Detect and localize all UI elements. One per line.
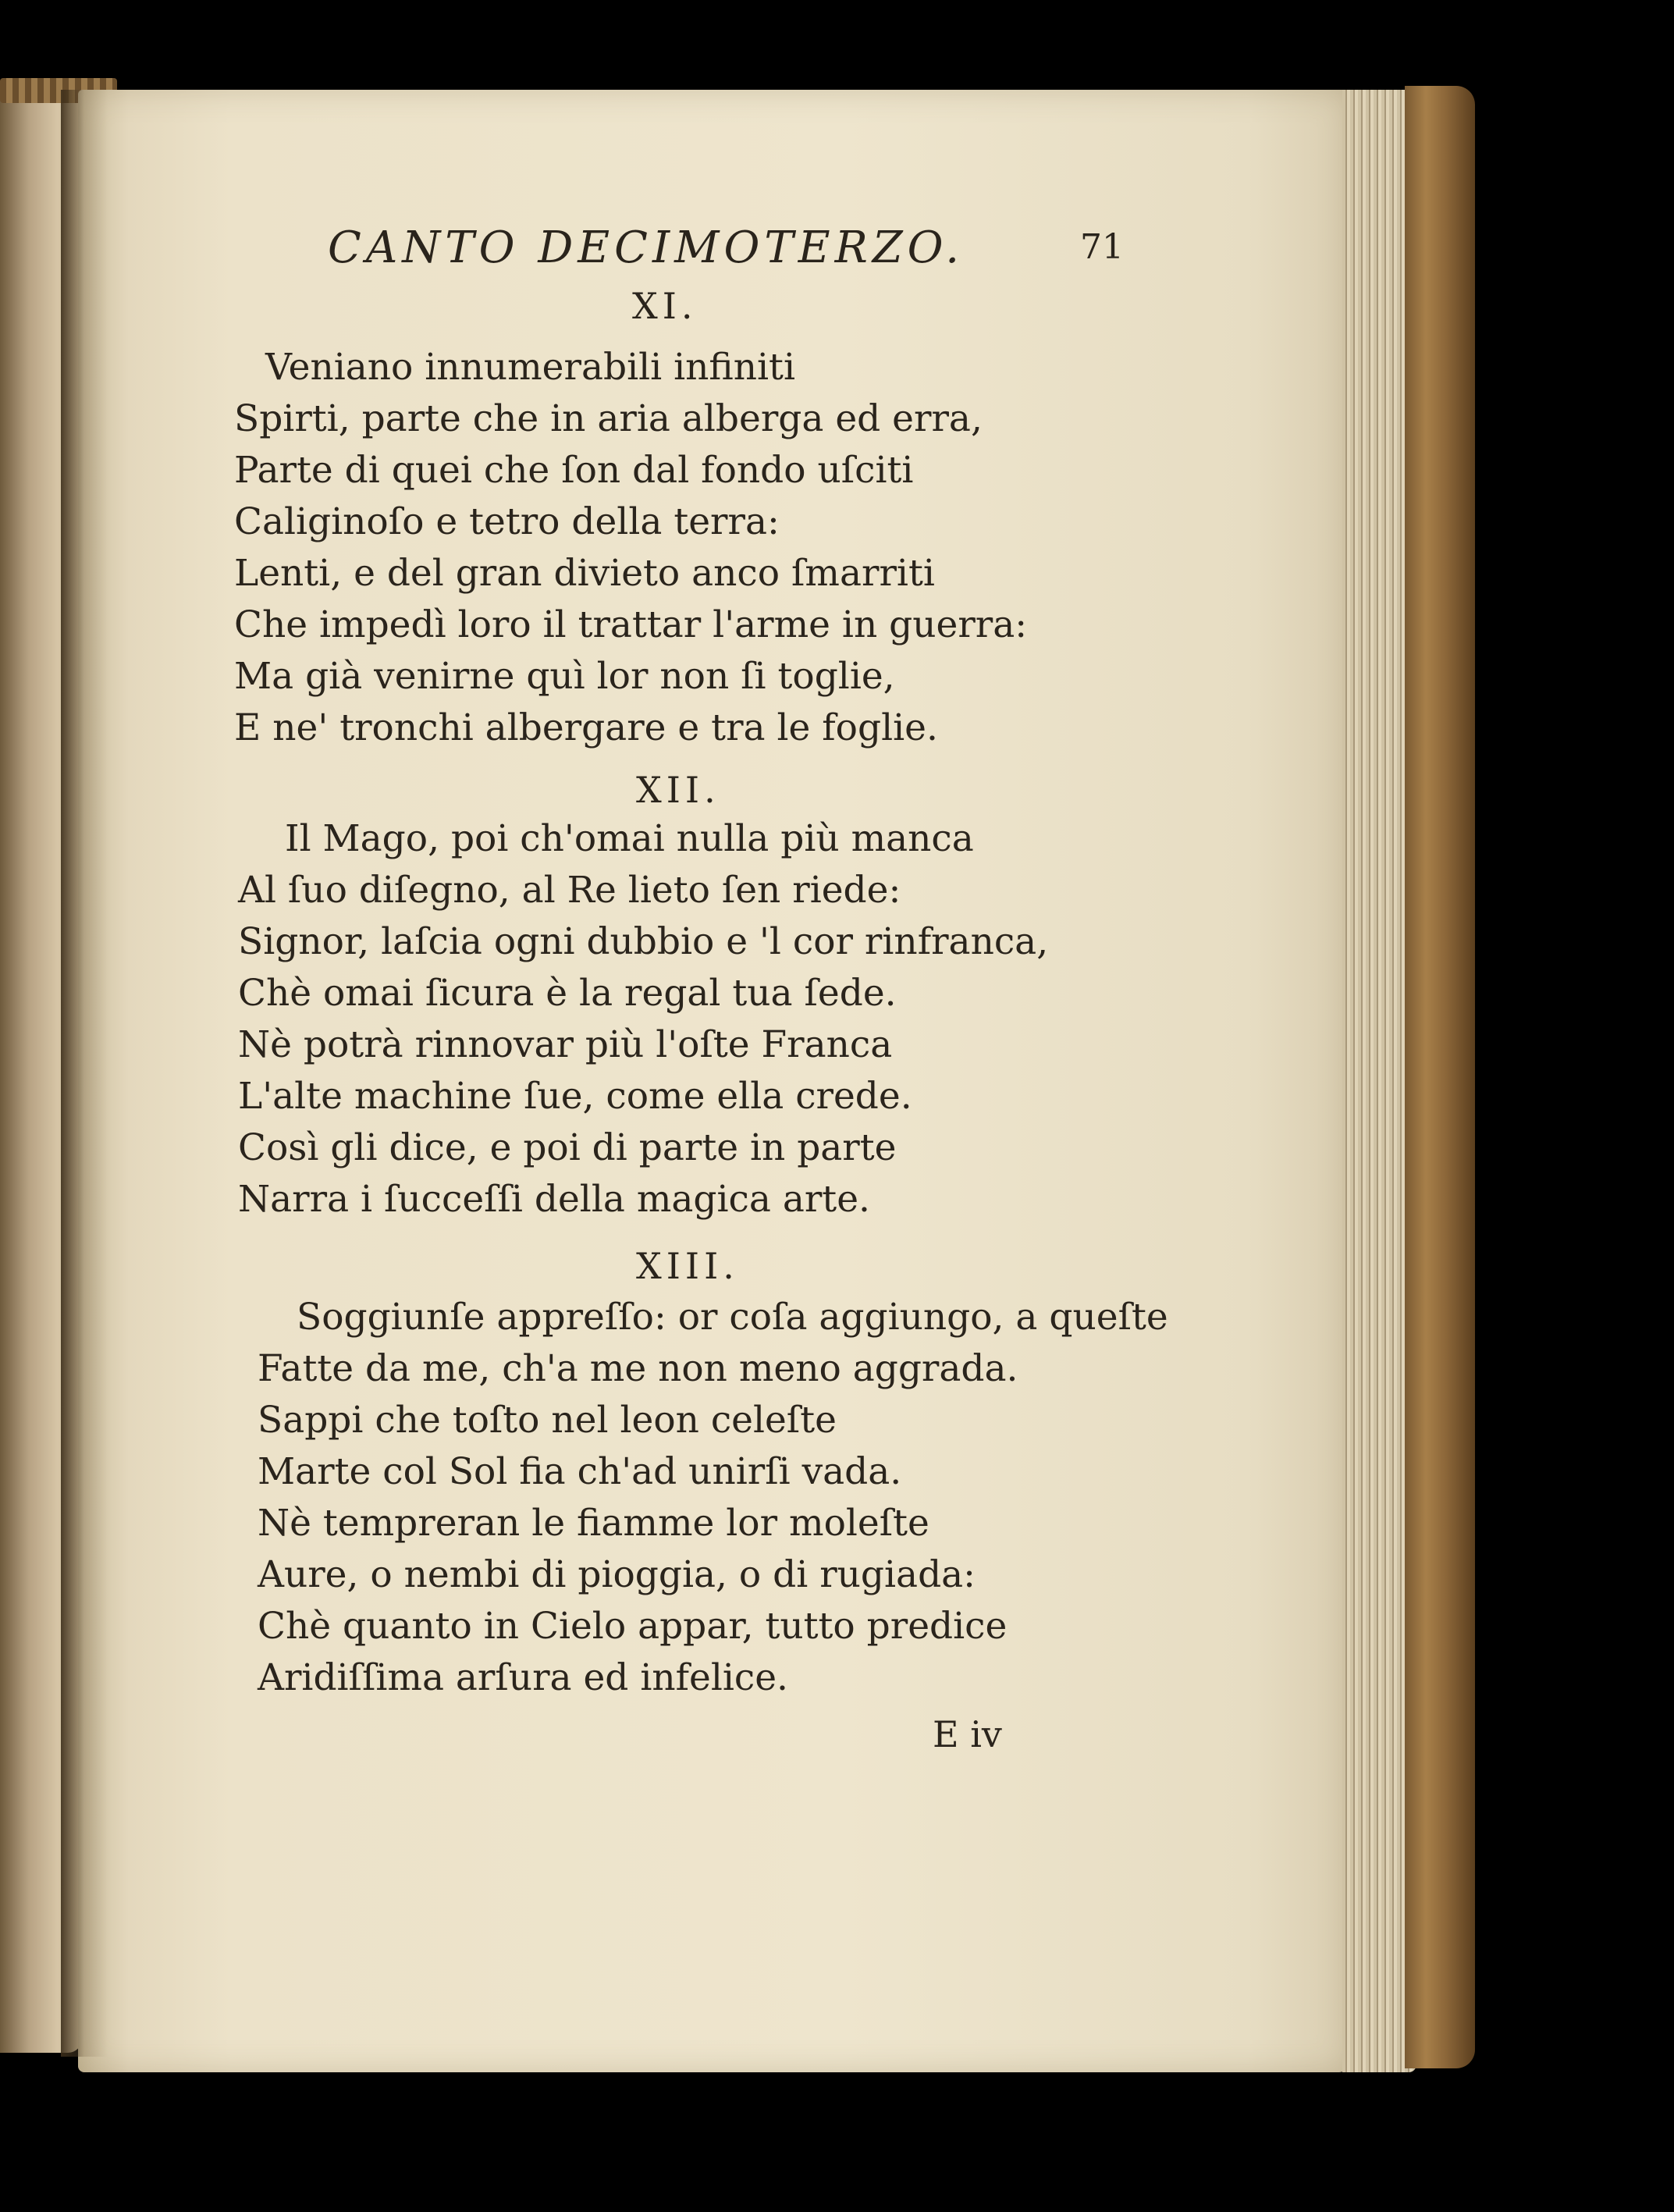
verse-line: L'alte machine ſue, come ella crede. xyxy=(238,1075,912,1118)
stanza-xi xyxy=(234,342,1027,754)
verse-line: Al ſuo diſegno, al Re lieto ſen riede: xyxy=(238,869,901,912)
stanza-number: XI. xyxy=(632,285,698,327)
running-title: CANTO DECIMOTERZO. xyxy=(328,222,965,273)
page-number: 71 xyxy=(1080,227,1124,267)
signature-mark: E iv xyxy=(933,1713,1002,1755)
verse-line: Chè quanto in Cielo appar, tutto predice xyxy=(258,1605,1008,1648)
verse-line: Nè potrà rinnovar più l'oſte Franca xyxy=(238,1023,893,1066)
verse-line: Veniano innumerabili infiniti xyxy=(265,346,795,389)
verse-line: Così gli dice, e poi di parte in parte xyxy=(238,1126,897,1169)
verse-line: Fatte da me, ch'a me non meno aggrada. xyxy=(258,1347,1018,1390)
verse-line: Soggiunſe appreſſo: or coſa aggiungo, a queſte xyxy=(297,1296,1168,1339)
verse-line: Che impedì loro il trattar l'arme in guerra: xyxy=(234,603,1028,646)
verse-line: Ma già venirne quì lor non ſi toglie, xyxy=(234,655,895,698)
verse-line: Lenti, e del gran divieto anco ſmarriti xyxy=(234,552,935,595)
verse-line: Signor, laſcia ogni dubbio e 'l cor rinfranca, xyxy=(238,920,1049,963)
verse-line: Aridiſſima arſura ed infelice. xyxy=(258,1656,788,1699)
verse-line: Nè tempreran le fiamme lor moleſte xyxy=(258,1502,929,1545)
verse-line: Marte col Sol fia ch'ad unirſi vada. xyxy=(258,1450,902,1493)
stanza-number: XII. xyxy=(636,769,720,811)
verse-line: Chè omai ſicura è la regal tua ſede. xyxy=(238,972,897,1015)
book-cover-edge xyxy=(1405,86,1475,2068)
verse-line: Caliginoſo e tetro della terra: xyxy=(234,500,780,543)
verse-line: Aure, o nembi di pioggia, o di rugiada: xyxy=(258,1553,976,1596)
verse-line: Spirti, parte che in aria alberga ed erra, xyxy=(234,397,983,440)
spine-shadow xyxy=(61,90,108,2057)
stanza-number: XIII. xyxy=(636,1245,739,1287)
verse-line: Narra i ſucceſſi della magica arte. xyxy=(238,1178,870,1221)
verse-line: Il Mago, poi ch'omai nulla più manca xyxy=(285,817,974,860)
stanza-xiii xyxy=(258,1292,1168,1704)
running-header xyxy=(328,222,1124,285)
stanza-xii xyxy=(238,813,1048,1225)
verse-line: E ne' tronchi albergare e tra le foglie. xyxy=(234,706,938,749)
verse-line: Parte di quei che ſon dal fondo uſciti xyxy=(234,449,914,492)
verse-line: Sappi che toſto nel leon celeſte xyxy=(258,1399,837,1442)
